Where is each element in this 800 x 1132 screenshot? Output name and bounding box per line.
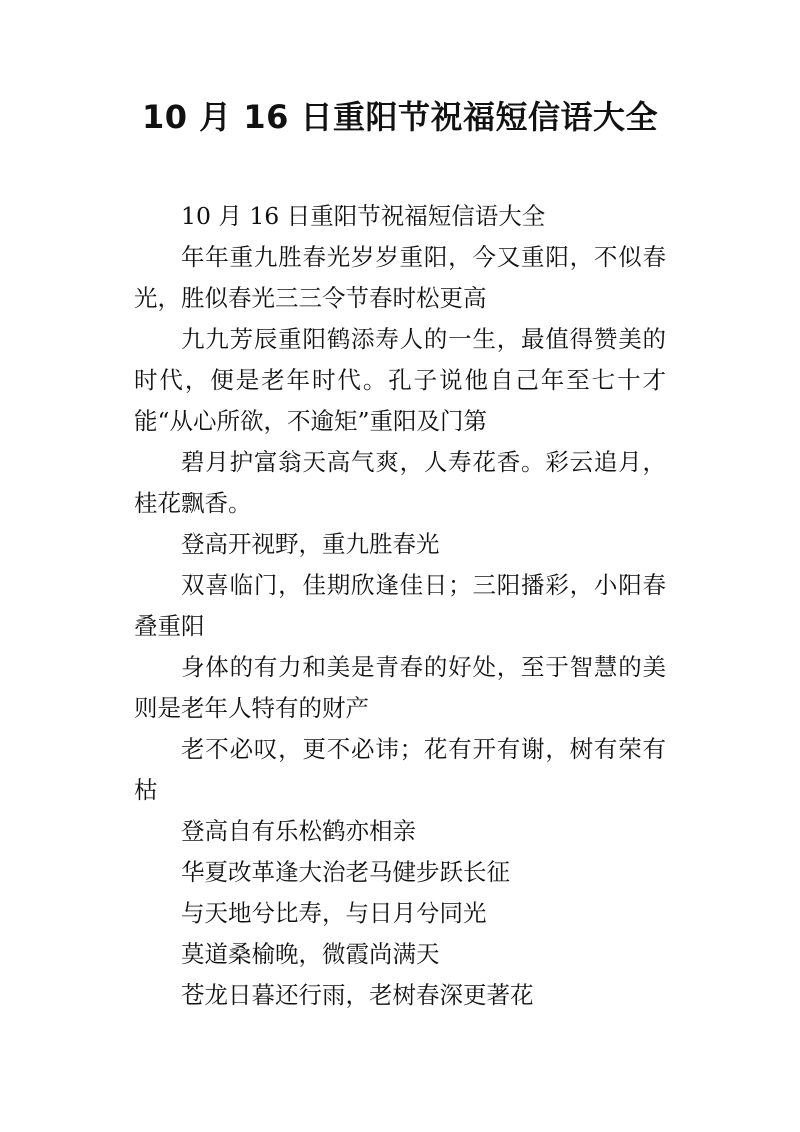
paragraph: 身体的有力和美是青春的好处，至于智慧的美则是老年人特有的财产 <box>134 653 666 722</box>
paragraph: 与天地兮比寿，与日月兮同光 <box>181 899 487 927</box>
paragraph: 莫道桑榆晚，微霞尚满天 <box>181 940 440 968</box>
paragraph: 老不必叹，更不必讳；花有开有谢，树有荣有枯 <box>134 735 666 804</box>
paragraph: 九九芳辰重阳鹤添寿人的一生，最值得赞美的时代，便是老年时代。孔子说他自己年至七十才能“从心所欲，不逾矩”重阳及门第 <box>134 325 666 435</box>
document-body <box>134 196 666 1016</box>
paragraph: 华夏改革逢大治老马健步跃长征 <box>181 858 510 886</box>
paragraph: 年年重九胜春光岁岁重阳，今又重阳，不似春光，胜似春光三三令节春时松更高 <box>134 243 666 312</box>
paragraph: 双喜临门，佳期欣逢佳日；三阳播彩，小阳春叠重阳 <box>134 571 666 640</box>
document-title: 10 月 16 日重阳节祝福短信语大全 <box>142 98 658 136</box>
paragraph: 苍龙日暮还行雨，老树春深更著花 <box>181 981 534 1009</box>
paragraph: 碧月护富翁天高气爽，人寿花香。彩云追月，桂花飘香。 <box>134 448 666 517</box>
paragraph: 登高开视野，重九胜春光 <box>181 530 440 558</box>
paragraph: 登高自有乐松鹤亦相亲 <box>181 817 416 845</box>
paragraph-subtitle: 10 月 16 日重阳节祝福短信语大全 <box>181 202 546 230</box>
